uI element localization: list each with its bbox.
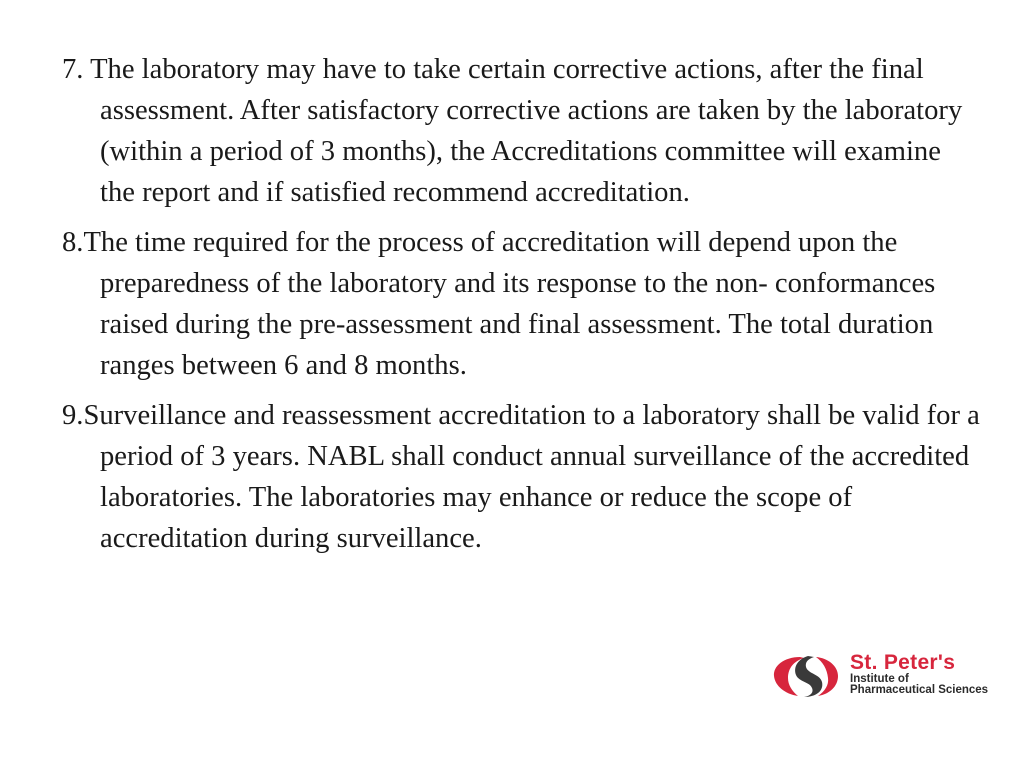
logo-title: St. Peter's: [850, 651, 956, 674]
paragraph-9: 9.Surveillance and reassessment accreditation to a laboratory shall be valid for a period of 3 years. NABL shall conduct annual surveillance of the accredited laboratories. The laboratories may enhance or reduce the scope of accreditation during surveillance.: [62, 400, 980, 554]
logo-text: [850, 652, 988, 696]
logo-subtitle-1: Institute of: [850, 673, 909, 685]
slide-body: [62, 49, 982, 568]
logo-subtitle-2: Pharmaceutical Sciences: [850, 684, 989, 696]
paragraph-8: 8.The time required for the process of accreditation will depend upon the preparedness of the laboratory and its response to the non- conformances raised during the pre-assessment and final assessment. The total duration ranges between 6 and 8 months.: [62, 227, 936, 381]
institute-logo: [770, 652, 1020, 700]
st-peters-logo-icon: [770, 654, 842, 698]
paragraph-7: 7. The laboratory may have to take certain corrective actions, after the final assessment. After satisfactory corrective actions are taken by the laboratory (within a period of 3 months), the Accreditations committee will examine the report and if satisfied recommend accreditation.: [62, 54, 963, 208]
